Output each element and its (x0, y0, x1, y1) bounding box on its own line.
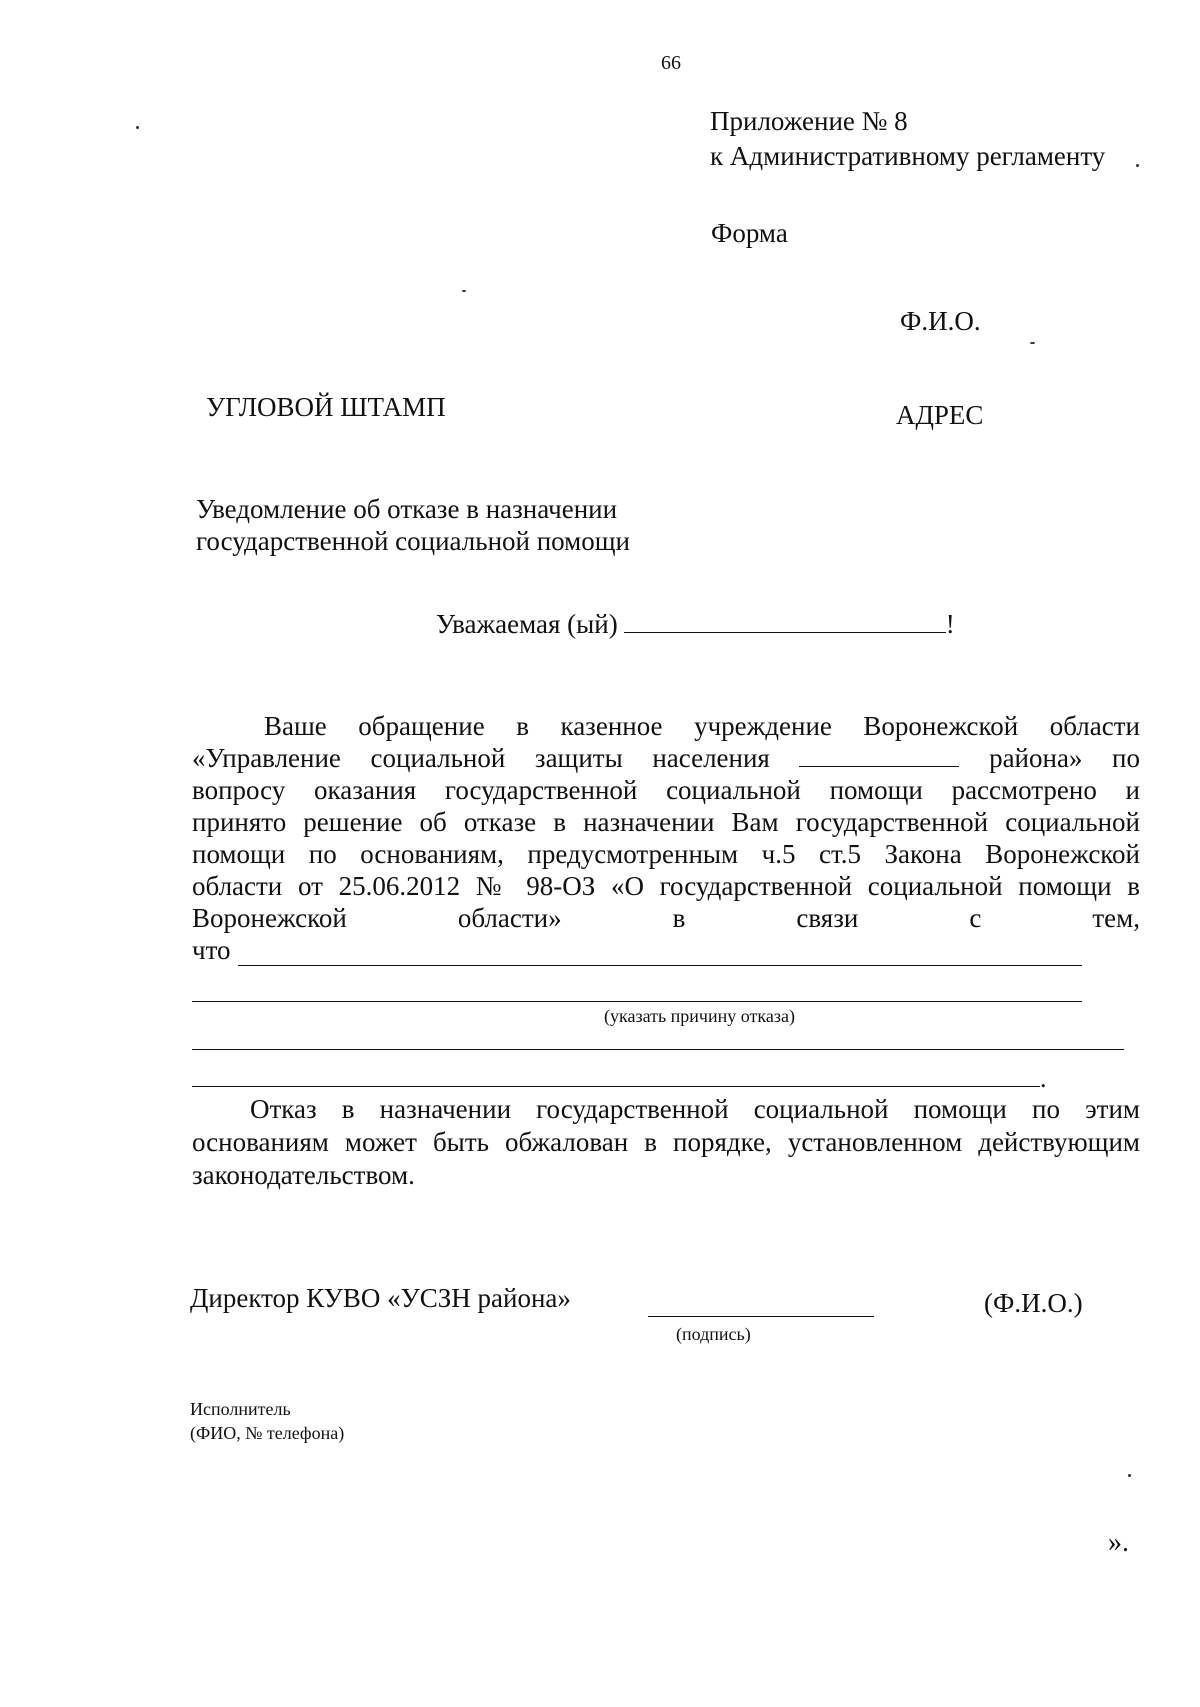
scan-speck (1030, 342, 1035, 344)
body-line-8: что (192, 935, 231, 965)
body-line-6: области от 25.06.2012 № 98-ОЗ «О государственной социальной помощи в (192, 871, 1140, 901)
executor-line-1: Исполнитель (190, 1399, 291, 1419)
body-line-2: «Управление социальной защиты населения района» по (192, 743, 1140, 773)
body-line-4: принято решение об отказе в назначении Вам государственной социальной (192, 807, 1140, 837)
document-title (196, 493, 630, 557)
appeal-line-2: основаниям может быть обжалован в порядке, установленном действующим (192, 1127, 1140, 1157)
reason-line-3[interactable] (192, 1049, 1124, 1050)
director-title: Директор КУВО «УСЗН района» (190, 1283, 571, 1313)
scan-speck (1136, 164, 1139, 167)
body-line-7: Воронежской области» в связи с тем, (192, 903, 1140, 933)
signature-line[interactable] (648, 1316, 874, 1317)
corner-stamp-label: УГЛОВОЙ ШТАМП (206, 392, 446, 422)
recipient-name-blank[interactable] (624, 608, 946, 633)
title-line-1: Уведомление об отказе в назначении (196, 494, 618, 524)
executor-line-2: (ФИО, № телефона) (190, 1423, 345, 1443)
recipient-address: АДРЕС (896, 400, 984, 430)
reason-caption: (указать причину отказа) (604, 1006, 795, 1026)
executor-block (190, 1397, 344, 1445)
appeal-line-3: законодательством. (192, 1160, 415, 1190)
reason-line-1[interactable] (238, 965, 1082, 966)
district-blank[interactable] (799, 744, 959, 767)
signature-caption: (подпись) (676, 1324, 751, 1344)
page-number: 66 (661, 52, 681, 74)
title-line-2: государственной социальной помощи (196, 526, 630, 556)
body-paragraph (192, 710, 1140, 966)
appeal-line-1: Отказ в назначении государственной социальной помощи по этим (250, 1094, 1140, 1124)
reason-end-dot: . (1040, 1064, 1047, 1093)
salutation (436, 608, 955, 640)
body-line-1: Ваше обращение в казенное учреждение Воронежской области (264, 711, 1140, 741)
form-label: Форма (711, 218, 788, 248)
reason-line-2[interactable] (192, 1001, 1082, 1002)
appendix-line-1: Приложение № 8 (710, 106, 908, 136)
scan-speck (462, 290, 466, 292)
appeal-paragraph (192, 1093, 1140, 1192)
body-line-3: вопросу оказания государственной социальной помощи рассмотрено и (192, 775, 1140, 805)
body-line-5: помощи по основаниям, предусмотренным ч.5 ст.5 Закона Воронежской (192, 839, 1140, 869)
appendix-line-2: к Административному регламенту (710, 141, 1106, 171)
recipient-fio: Ф.И.О. (900, 306, 981, 336)
salutation-text: Уважаемая (ый) (436, 609, 618, 639)
appendix-header (710, 104, 1105, 174)
salutation-end: ! (945, 609, 955, 639)
scan-speck (136, 126, 139, 129)
scan-speck (1128, 1474, 1131, 1477)
closing-quote: ». (1108, 1527, 1129, 1558)
signer-fio: (Ф.И.О.) (984, 1288, 1083, 1318)
reason-line-4[interactable] (192, 1086, 1040, 1087)
